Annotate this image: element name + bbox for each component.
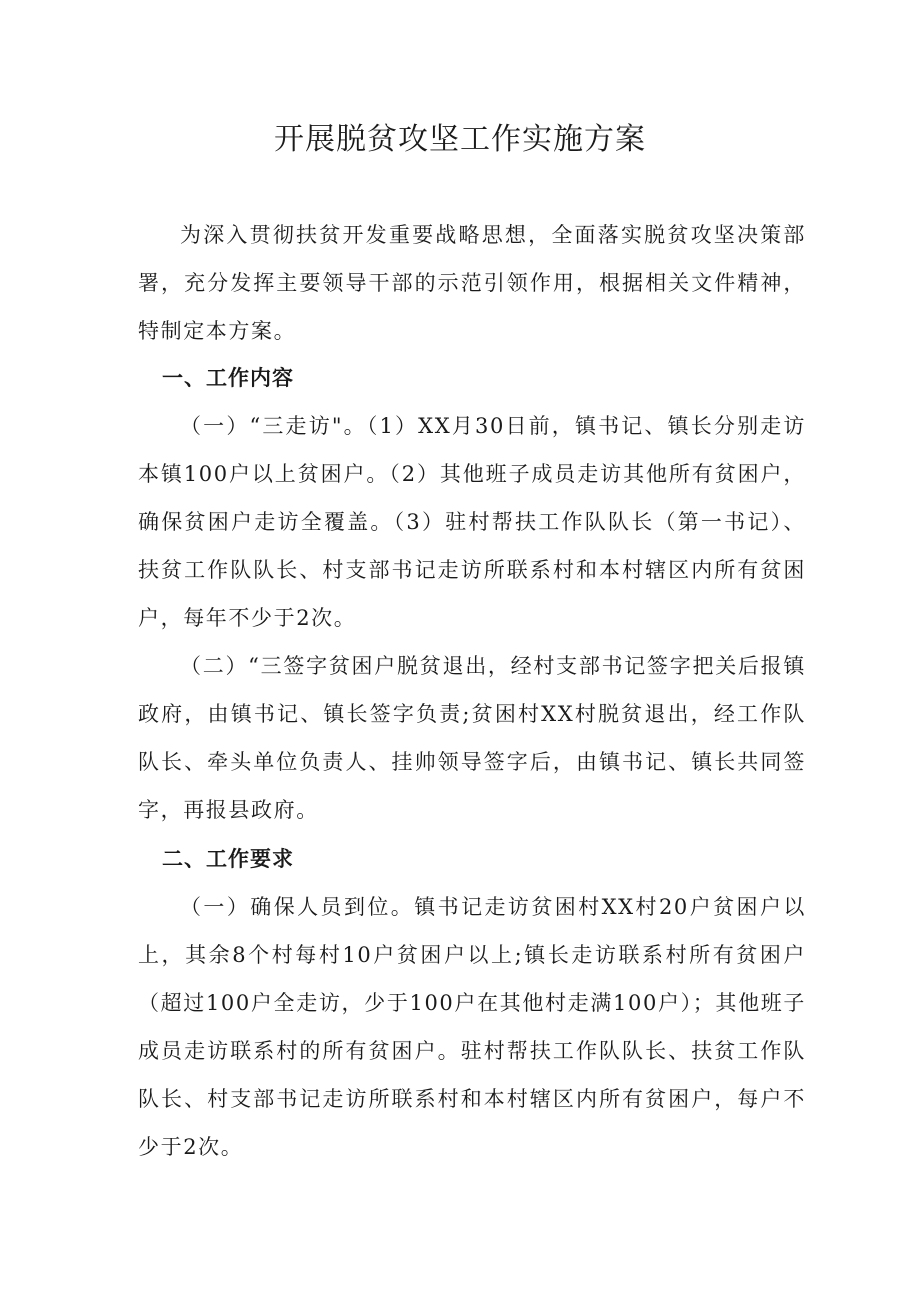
section-heading-work-content: 一、工作内容 (162, 366, 294, 390)
paragraph-ensure-personnel: （一）确保人员到位。镇书记走访贫困村XX村20户贫困户以上，其余8个村每村10户贫困户以上;镇长走访联系村所有贫困户（超过100户全走访，少于100户在其他村走满100户）；其他班子成员走访联系村的所有贫困户。驻村帮扶工作队队长、扶贫工作队队长、村支部书记走访所联系村和本村辖区内所有贫困户，每户不少于2次。 (138, 895, 806, 1159)
section-heading-work-requirements: 二、工作要求 (162, 847, 294, 871)
document-title: 开展脱贫攻坚工作实施方案 (274, 122, 646, 157)
paragraph-three-visits: （一）“三走访"。（1）XX月30日前，镇书记、镇长分别走访本镇100户以上贫困户。（2）其他班子成员走访其他所有贫困户，确保贫困户走访全覆盖。（3）驻村帮扶工作队队长（第一书记）、扶贫工作队队长、村支部书记走访所联系村和本村辖区内所有贫困户，每年不少于2次。 (138, 414, 806, 630)
intro-paragraph: 为深入贯彻扶贫开发重要战略思想，全面落实脱贫攻坚决策部署，充分发挥主要领导干部的示范引领作用，根据相关文件精神，特制定本方案。 (138, 223, 806, 343)
paragraph-three-signatures: （二）“三签字贫困户脱贫退出，经村支部书记签字把关后报镇政府，由镇书记、镇长签字负责;贫困村XX村脱贫退出，经工作队队长、牵头单位负责人、挂帅领导签字后，由镇书记、镇长共同签字，再报县政府。 (138, 654, 806, 822)
